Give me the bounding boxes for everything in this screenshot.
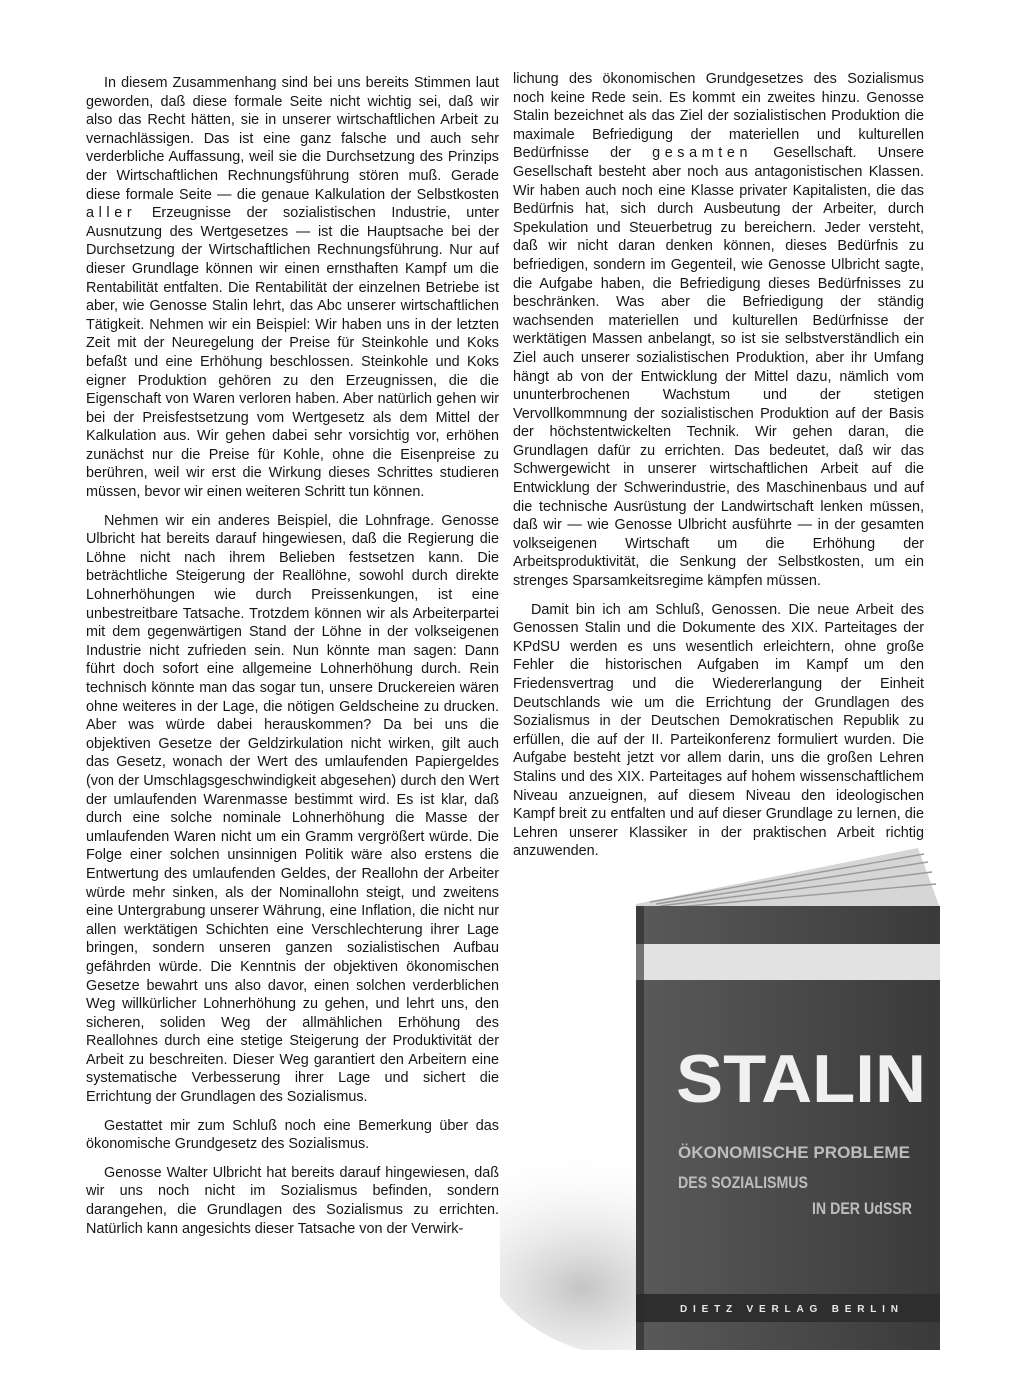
text-run: In diesem Zusammenhang sind bei uns bereits Stimmen laut geworden, daß diese formale Seite nicht wichtig sei, daß wir also das Recht hätten, sie in unserer wirtschaftlichen Arbeit zu vernachlässigen. Das ist eine ganz falsche und auch sehr verderbliche Auffassung, weil sie die Durchsetzung des Prinzips der Wirtschaftlichen Rechnungsführung stören muß. Gerade diese formale Seite — die genaue Kalkulation der Selbstkosten — [86, 75, 499, 203]
cover-light-band — [636, 944, 940, 980]
text-run: Erzeugnisse der sozialistischen Industrie, unter Ausnutzung des Wertgesetzes — ist die Hauptsache bei der Durchsetzung der Wirtschaftlichen Rechnungsführung. Nur auf dieser Grundlage können wir einen ernsthaften Kampf um die Rentabilität entfalten. Die Rentabilität der einzelnen Betriebe ist aber, wie Genosse Stalin lehrt, das Abc unserer wirtschaftlichen Tätigkeit. Nehmen wir ein Beispiel: Wir haben uns in der letzten Zeit mit der Neuregelung der Preise für Steinkohle und Koks befaßt und eine Erhöhung beschlossen. Steinkohle und Koks eigner Produktion gehören zu den Erzeugnissen, die die Eigenschaft von Waren verloren haben. Aber natürlich gehen wir bei der Preisfestsetzung vom Wertgesetz als dem Mittel der Kalkulation aus. Wir gehen dabei sehr vorsichtig vor, erhöhen zunächst nur die Preise für Kohle, ohne die Eisenpreise zu berühren, weil wir erst die Wirkung dieses Schrittes studieren müssen, bevor wir einen weiteren Schritt tun können. — [86, 205, 499, 501]
book-cover-image — [500, 840, 970, 1350]
left-paragraph-3: Gestattet mir zum Schluß noch eine Bemerkung über das ökonomische Grundgesetz des Sozialismus. — [86, 1117, 499, 1153]
emphasized-word: gesamten — [652, 145, 753, 162]
text-run: Gesellschaft. Unsere Gesellschaft besteht aber noch aus antagonistischen Klassen. Wir haben auch noch eine Klasse privater Kapitalisten, die das Bedürfnis hat, sich durch Ausbeutung der Arbeiter, durch Spekulation und Steuerbetrug zu bereichern. Jeder versteht, daß wir nicht daran denken können, dieses Bedürfnis zu befriedigen, sondern im Gegenteil, wie Genosse Ulbricht sagte, die Aufgabe haben, die Befriedigung dieses Bedürfnisses zu beschränken. Was aber die Befriedigung der ständig wachsenden materiellen und kulturellen Bedürfnisse der werktätigen Massen anbelangt, so ist sie selbstverständlich ein Ziel auch unserer sozialistischen Produktion, aber ihr Umfang hängt ab von der Entwicklung der Mittel dazu, nämlich vom ununterbrochenen Wachstum und der stetigen Vervollkommnung der sozialistischen Produktion auf der Basis der höchstentwickelten Technik. Wir gehen daran, die Grundlagen dafür zu errichten. Das bedeutet, daß wir das Schwergewicht in unserer wirtschaftlichen Arbeit auf die Entwicklung der Schwerindustrie, des Maschinenbaus und auf die technische Ausrüstung der Landwirtschaft lenken müssen, daß wir — wie Genosse Ulbricht ausführte — in der gesamten volkseigenen Wirtschaft um die Erhöhung der Arbeitsproduktivität, die Senkung der Selbstkosten, um ein strenges Sparsamkeitsregime kämpfen müssen. — [513, 145, 924, 590]
book-cover-illustration — [500, 840, 970, 1350]
text-run: lichung des ökonomischen Grundgesetzes des Sozialismus noch keine Rede sein. Es kommt ein zweites hinzu. Genosse Stalin bezeichnet als das Ziel der sozialistischen Produktion die maximale Befriedigung der materiellen und kulturellen Bedürfnisse der — [513, 71, 924, 162]
left-paragraph-4: Genosse Walter Ulbricht hat bereits darauf hingewiesen, daß wir uns noch nicht im Sozialismus befinden, sondern darangehen, die Grundlagen des Sozialismus zu errichten. Natürlich kann angesichts dieser Tatsache von der Verwirk- — [86, 1164, 499, 1237]
left-paragraph-2: Nehmen wir ein anderes Beispiel, die Lohnfrage. Genosse Ulbricht hat bereits darauf hingewiesen, daß die Regierung die Löhne nicht nach ihrem Belieben festsetzen kann. Die beträchtliche Steigerung der Reallöhne, sowohl durch direkte Lohnerhöhungen wie durch Preissenkungen, ist eine unbestreitbare Tatsache. Trotzdem können wir als Arbeiterpartei mit dem gegenwärtigen Stand der Löhne in der volkseigenen Industrie nicht zufrieden sein. Nun könnte man sagen: Dann führt doch sofort eine allgemeine Lohnerhöhung durch. Rein technisch könnte man das sogar tun, unsere Druckereien wären ohne weiteres in der Lage, die nötigen Geldscheine zu drucken. Aber was würde dabei herauskommen? Da bei uns die objektiven Gesetze der Geldzirkulation nicht wirken, gilt auch das Gesetz, wonach der Wert des umlaufenden Papiergeldes (von der Umschlagsgeschwindigkeit abgesehen) durch den Wert der umlaufenden Warenmasse bestimmt wird. Es ist klar, daß durch eine solche nominale Lohnerhöhung die Masse der umlaufenden Waren nicht um ein Gramm vergrößert würde. Die Folge einer solchen unsinnigen Politik wäre also erstens die Entwertung des umlaufenden Geldes, der Reallohn der Arbeiter würde mehr sinken, als der Nominallohn steigt, und zweitens eine Untergrabung unserer Währung, eine Inflation, die nicht nur allen werktätigen Schichten eine Verschlechterung ihrer Lage bringen, sondern unseren ganzen sozialistischen Aufbau gefährden würde. Die Kenntnis der objektiven ökonomischen Gesetze bewahrt uns also davor, einen solchen verderblichen Weg willkürlicher Lohnerhöhung zu gehen, und lehrt uns, den sicheren, soliden Weg der allmählichen Erhöhung des Reallohnes durch eine stetige Steigerung der Produktivität der Arbeit zu beschreiten. Dieser Weg garantiert den Arbeitern eine systematische Verbesserung ihrer Lage und sichert die Errichtung der Grundlagen des Sozialismus. — [86, 512, 499, 1106]
cover-title: STALIN — [676, 1041, 926, 1117]
left-paragraph-1 — [86, 74, 499, 502]
cover-subtitle-1: ÖKONOMISCHE PROBLEME — [678, 1143, 910, 1162]
cover-subtitle-2: DES SOZIALISMUS — [678, 1173, 808, 1192]
right-paragraph-1 — [513, 70, 924, 591]
cover-subtitle-3: IN DER UdSSR — [812, 1199, 912, 1218]
cover-publisher: DIETZ VERLAG BERLIN — [680, 1304, 902, 1315]
cover-edge-shade — [636, 906, 644, 1350]
right-column — [513, 70, 924, 871]
right-paragraph-2: Damit bin ich am Schluß, Genossen. Die neue Arbeit des Genossen Stalin und die Dokumente des XIX. Parteitages der KPdSU werden es uns wesentlich erleichtern, ohne große Fehler die historischen Aufgaben im Kampf um den Friedensvertrag und die Wiedererlangung der Einheit Deutschlands wie um die Errichtung der Grundlagen des Sozialismus in der Deutschen Demokratischen Republik zu erfüllen, die auf der II. Parteikonferenz formuliert wurden. Die Aufgabe besteht jetzt vor allem darin, uns die großen Lehren Stalins und des XIX. Parteitages auf hohem wissenschaftlichem Niveau anzueignen, auf diesem Niveau den ideologischen Kampf breit zu entfalten und auf dieser Grundlage zu lernen, die Lehren unserer Klassiker in der praktischen Arbeit richtig anzuwenden. — [513, 601, 924, 860]
left-column — [86, 74, 499, 1248]
emphasized-word: aller — [86, 205, 137, 222]
